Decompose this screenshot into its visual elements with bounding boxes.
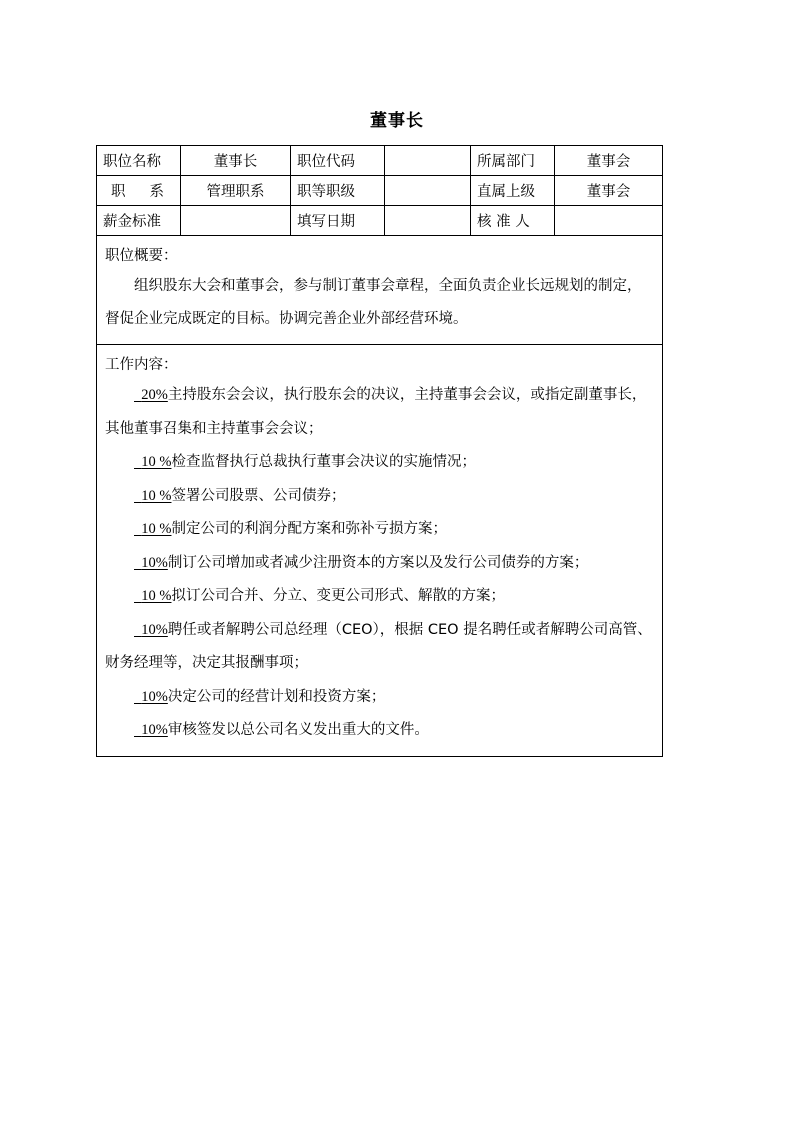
value-fill-date: [385, 206, 471, 236]
label-job-family-part2: 系: [149, 184, 164, 200]
task-text: 制订公司增加或者减少注册资本的方案以及发行公司债券的方案；: [167, 554, 589, 571]
task-percentage: 10 %: [141, 588, 172, 604]
value-position-name: 董事长: [181, 146, 291, 176]
task-item: [105, 580, 654, 614]
task-item: [105, 513, 654, 547]
label-job-family-cell: [97, 176, 181, 206]
task-text: 签署公司股票、公司债券；: [171, 487, 346, 504]
value-approver: [555, 206, 663, 236]
task-percentage: 10%: [141, 621, 168, 638]
task-text: 聘任或者解聘公司总经理（CEO），根据 CEO 提名聘任或者解聘公司高管、财务经理等，决定其报酬事项；: [105, 621, 652, 671]
job-info-table: [96, 145, 663, 757]
overview-heading: 职位概要：: [105, 248, 178, 264]
task-item: [105, 547, 654, 581]
value-grade-level: [385, 176, 471, 206]
task-text: 决定公司的经营计划和投资方案；: [167, 688, 386, 705]
value-direct-superior: 董事会: [555, 176, 663, 206]
task-percentage: 10 %: [141, 521, 172, 537]
overview-text: 组织股东大会和董事会，参与制订董事会章程，全面负责企业长远规划的制定，督促企业完成既定的目标。协调完善企业外部经营环境。: [105, 278, 642, 327]
label-approver: 核 准 人: [471, 206, 555, 236]
work-heading: 工作内容：: [105, 357, 178, 373]
table-row: [97, 206, 663, 236]
task-item: [105, 714, 654, 748]
task-text: 检查监督执行总裁执行董事会决议的实施情况；: [171, 454, 476, 470]
value-department: 董事会: [555, 146, 663, 176]
label-grade-level: 职等职级: [291, 176, 385, 206]
table-row: [97, 146, 663, 176]
overview-section: [97, 236, 663, 345]
value-position-code: [385, 146, 471, 176]
label-department: 所属部门: [471, 146, 555, 176]
task-percentage: 10%: [141, 554, 168, 571]
task-item: [105, 480, 654, 514]
table-row: [97, 345, 663, 757]
value-salary-standard: [181, 206, 291, 236]
table-row: [97, 236, 663, 345]
task-percentage: 20%: [141, 387, 168, 403]
table-row: [97, 176, 663, 206]
task-item: [105, 614, 654, 681]
task-list: [105, 379, 654, 748]
label-direct-superior: 直属上级: [471, 176, 555, 206]
task-percentage: 10 %: [141, 487, 172, 504]
task-percentage: 10%: [141, 688, 168, 705]
value-job-family: 管理职系: [181, 176, 291, 206]
task-percentage: 10 %: [141, 454, 172, 470]
task-item: [105, 379, 654, 446]
label-position-code: 职位代码: [291, 146, 385, 176]
document-title: 董事长: [370, 111, 424, 131]
task-percentage: 10%: [141, 722, 168, 738]
task-item: [105, 446, 654, 480]
label-job-family-part1: 职: [111, 184, 126, 200]
task-text: 制定公司的利润分配方案和弥补亏损方案；: [171, 521, 447, 537]
task-text: 审核签发以总公司名义发出重大的文件。: [167, 722, 429, 738]
label-position-name: 职位名称: [97, 146, 181, 176]
task-item: [105, 681, 654, 715]
task-text: 拟订公司合并、分立、变更公司形式、解散的方案；: [171, 588, 505, 604]
label-salary-standard: 薪金标准: [97, 206, 181, 236]
work-section: [97, 345, 663, 757]
task-text: 主持股东会会议，执行股东会的决议，主持董事会会议，或指定副董事长，其他董事召集和主持董事会会议；: [105, 387, 647, 437]
label-fill-date: 填写日期: [291, 206, 385, 236]
